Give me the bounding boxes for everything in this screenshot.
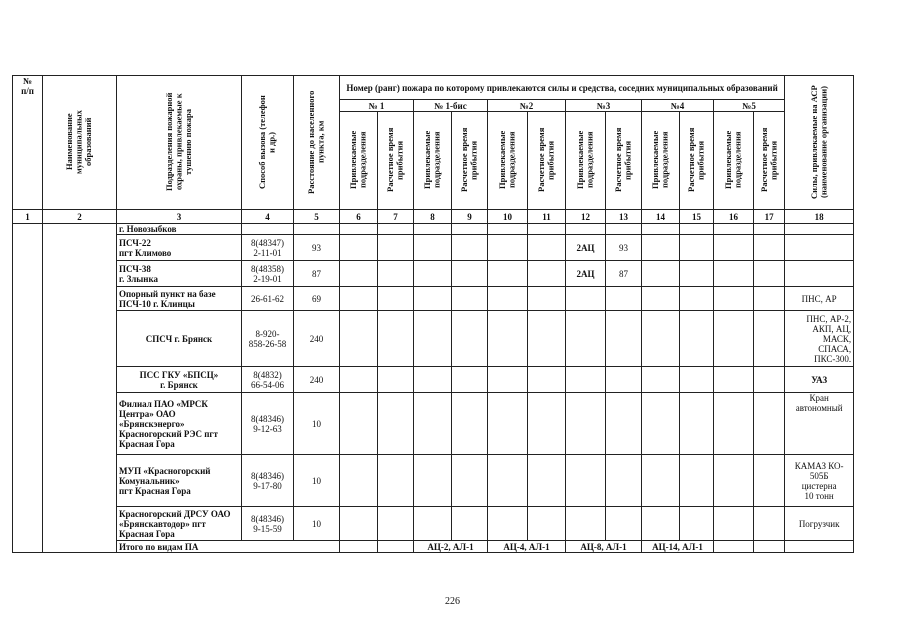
unit-name: СПСЧ г. Брянск [117, 311, 242, 367]
col-num: 6 [340, 210, 378, 224]
phone: 8(4832) 66-54-06 [242, 367, 294, 393]
column-number-row [13, 210, 854, 224]
asr-forces: ПНС, АР-2, АКП, АЦ, МАСК, СПАСА, ПКС-300. [785, 311, 854, 367]
sub-time-4: Расчетное время прибытия [613, 127, 633, 192]
table-row [13, 261, 854, 287]
asr-forces: УАЗ [785, 367, 854, 393]
phone: 8(48346) 9-17-80 [242, 455, 294, 507]
totals-rank-2: АЦ-8, АЛ-1 [566, 541, 642, 553]
section-title: г. Новозыбков [117, 224, 242, 235]
unit-name: Красногорский ДРСУ ОАО «Брянскавтодор» пгт Красная Гора [117, 507, 242, 541]
sub-units-2: Привлекаемые подразделения [422, 130, 442, 189]
col-num: 5 [294, 210, 340, 224]
phone: 26-61-62 [242, 287, 294, 311]
asr-forces: Кран автономный [785, 393, 854, 455]
col-num: 2 [43, 210, 117, 224]
sub-units-6: Привлекаемые подразделения [723, 130, 743, 189]
header-number: № п/п [13, 76, 43, 210]
asr-forces: Погрузчик [785, 507, 854, 541]
sub-units-1: Привлекаемые подразделения [348, 130, 368, 189]
distance: 240 [294, 367, 340, 393]
totals-label: Итого по видам ПА [117, 541, 340, 553]
table-row [13, 367, 854, 393]
asr-forces: КАМАЗ КО- 505Б цистерна 10 тонн [785, 455, 854, 507]
phone: 8-920- 858-26-58 [242, 311, 294, 367]
sub-units-5: Привлекаемые подразделения [650, 130, 670, 189]
col-num: 4 [242, 210, 294, 224]
table-row [13, 393, 854, 455]
unit-name: ПСЧ-38 г. Злынка [117, 261, 242, 287]
header-rank-3: №3 [566, 100, 642, 112]
asr-forces: ПНС, АР [785, 287, 854, 311]
phone: 8(48346) 9-15-59 [242, 507, 294, 541]
phone: 8(48347) 2-11-01 [242, 235, 294, 261]
col-num: 11 [528, 210, 566, 224]
header-asr-forces: Силы, привлекаемые на АСР (наименование организации) [808, 84, 829, 199]
phone: 8(48358) 2-19-01 [242, 261, 294, 287]
totals-rank-1bis: АЦ-4, АЛ-1 [488, 541, 566, 553]
col-num: 13 [606, 210, 642, 224]
empty-cell [13, 224, 43, 553]
col-num: 16 [714, 210, 754, 224]
header-units: Подразделения пожарной охраны, привлекаемые к тушению пожара [163, 92, 193, 191]
fire-resources-table [12, 75, 854, 553]
header-rank-4: №4 [642, 100, 714, 112]
empty-cell [43, 224, 117, 553]
rank3-units: 2АЦ [566, 261, 606, 287]
col-num: 10 [488, 210, 528, 224]
header-rank-1: № 1 [340, 100, 414, 112]
distance: 10 [294, 507, 340, 541]
col-num: 15 [680, 210, 714, 224]
totals-rank-3: АЦ-14, АЛ-1 [642, 541, 714, 553]
col-num: 12 [566, 210, 606, 224]
totals-row [13, 541, 854, 553]
col-num: 18 [785, 210, 854, 224]
sub-time-3: Расчетное время прибытия [536, 127, 556, 192]
col-num: 3 [117, 210, 242, 224]
distance: 87 [294, 261, 340, 287]
col-num: 14 [642, 210, 680, 224]
sub-time-2: Расчетное время прибытия [459, 127, 479, 192]
table-row [13, 311, 854, 367]
distance: 240 [294, 311, 340, 367]
distance: 93 [294, 235, 340, 261]
sub-time-5: Расчетное время прибытия [686, 127, 706, 192]
phone: 8(48346) 9-12-63 [242, 393, 294, 455]
sub-units-3: Привлекаемые подразделения [497, 130, 517, 189]
unit-name: ПСС ГКУ «БПСЦ» г. Брянск [117, 367, 242, 393]
rank3-time: 93 [606, 235, 642, 261]
unit-name: Опорный пункт на базе ПСЧ-10 г. Клинцы [117, 287, 242, 311]
header-rank-group: Номер (ранг) пожара по которому привлекаются силы и средства, соседних муниципальных образований [340, 76, 785, 100]
table-row [13, 455, 854, 507]
header-municipality: Наименование муниципальных образований [64, 109, 94, 174]
table-row [13, 235, 854, 261]
sub-units-4: Привлекаемые подразделения [575, 130, 595, 189]
col-num: 8 [414, 210, 452, 224]
distance: 69 [294, 287, 340, 311]
header-rank-2: №2 [488, 100, 566, 112]
rank3-units: 2АЦ [566, 235, 606, 261]
distance: 10 [294, 455, 340, 507]
distance: 10 [294, 393, 340, 455]
header-rank-5: №5 [714, 100, 785, 112]
rank3-time: 87 [606, 261, 642, 287]
table-row [13, 287, 854, 311]
totals-rank-1: АЦ-2, АЛ-1 [414, 541, 488, 553]
table-row [13, 507, 854, 541]
col-num: 17 [754, 210, 785, 224]
unit-name: Филиал ПАО «МРСК Центра» ОАО «Брянскэнерго» Красногорский РЭС пгт Красная Гора [117, 393, 242, 455]
col-num: 7 [378, 210, 414, 224]
unit-name: ПСЧ-22 пгт Климово [117, 235, 242, 261]
col-num: 1 [13, 210, 43, 224]
unit-name: МУП «Красногорский Комунальник» пгт Красная Гора [117, 455, 242, 507]
header-distance: Расстояние до населенного пункта, км [306, 89, 326, 194]
col-num: 9 [452, 210, 488, 224]
sub-time-1: Расчетное время прибытия [385, 127, 405, 192]
page-number: 226 [445, 596, 460, 607]
header-call-method: Способ вызова (телефон и др.) [257, 94, 277, 189]
sub-time-6: Расчетное время прибытия [758, 127, 779, 192]
header-rank-1bis: № 1-бис [414, 100, 488, 112]
